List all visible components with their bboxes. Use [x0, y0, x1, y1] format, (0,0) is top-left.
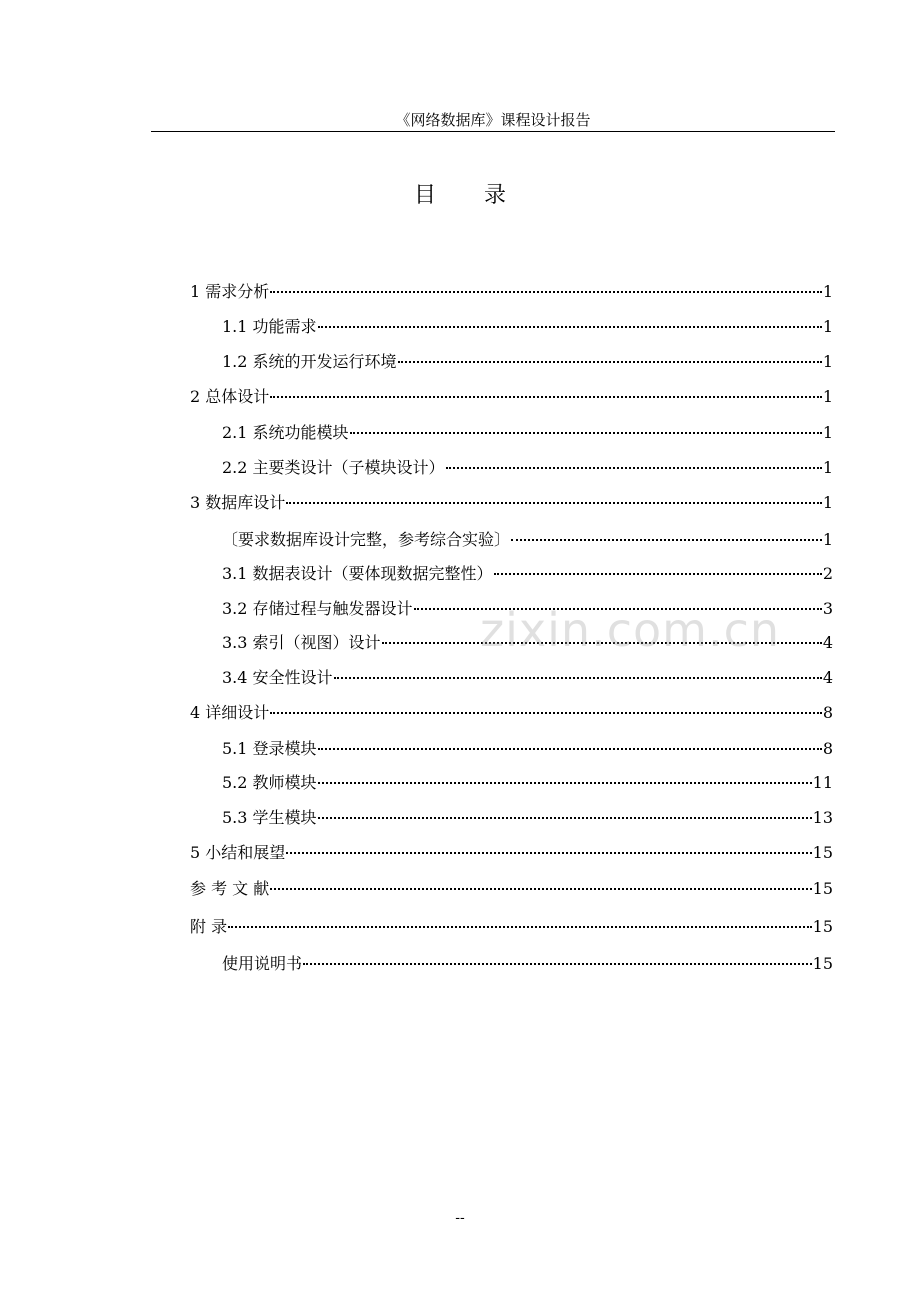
- toc-entry-label: 2.2 主要类设计（子模块设计）: [222, 458, 445, 477]
- toc-page-number: 8: [822, 703, 833, 722]
- toc-entry-3-2[interactable]: [222, 597, 833, 621]
- toc-page-number: 11: [812, 773, 833, 792]
- toc-leader: [318, 326, 822, 328]
- toc-page-number: 1: [822, 387, 833, 406]
- toc-page-number: 2: [822, 564, 833, 583]
- toc-leader: [494, 573, 822, 575]
- header-rule: [151, 131, 835, 132]
- toc-entry-1[interactable]: [190, 280, 833, 304]
- toc-entry-3-3[interactable]: [222, 631, 833, 655]
- toc-entry-3-4[interactable]: [222, 666, 833, 690]
- toc-page-number: 3: [822, 599, 833, 618]
- toc-page-number: 8: [822, 739, 833, 758]
- toc-leader: [270, 396, 822, 398]
- page-title: 目录: [413, 183, 554, 208]
- toc-page-number: 1: [822, 458, 833, 477]
- toc-leader: [286, 502, 822, 504]
- toc-entry-label: 1.1 功能需求: [222, 317, 317, 336]
- toc-entry-1-1[interactable]: [222, 315, 833, 339]
- toc-entry-2[interactable]: [190, 385, 833, 409]
- toc-entry-label: 5 小结和展望: [190, 843, 286, 862]
- toc-entry-label: 5.3 学生模块: [222, 808, 317, 827]
- toc-page-number: 4: [822, 633, 833, 652]
- toc-page-number: 4: [822, 668, 833, 687]
- toc-entry-label: 〔要求数据库设计完整，参考综合实验〕: [222, 530, 511, 549]
- toc-entry-3-1[interactable]: [222, 562, 833, 586]
- toc-entry-appendix[interactable]: [190, 915, 833, 939]
- toc-entry-label: 2 总体设计: [190, 387, 270, 406]
- toc-entry-label: 附 录: [190, 917, 228, 936]
- toc-leader: [270, 291, 822, 293]
- toc-page-number: 1: [822, 423, 833, 442]
- toc-page-number: 15: [812, 917, 833, 936]
- toc-leader: [334, 677, 822, 679]
- toc-page-number: 1: [822, 352, 833, 371]
- toc-leader: [511, 539, 822, 541]
- toc-leader: [350, 432, 822, 434]
- toc-leader: [228, 926, 812, 928]
- toc-entry-label: 5.2 教师模块: [222, 773, 317, 792]
- toc-entry-label: 3.1 数据表设计（要体现数据完整性）: [222, 564, 493, 583]
- toc-leader: [398, 361, 822, 363]
- toc-entry-label: 使用说明书: [222, 954, 303, 973]
- toc-entry-label: 3.4 安全性设计: [222, 668, 333, 687]
- toc-leader: [414, 608, 822, 610]
- running-header: 《网络数据库》课程设计报告: [395, 111, 591, 129]
- toc-leader: [318, 782, 812, 784]
- toc-entry-label: 4 详细设计: [190, 703, 270, 722]
- toc-entry-label: 2.1 系统功能模块: [222, 423, 349, 442]
- toc-entry-label: 1 需求分析: [190, 282, 270, 301]
- toc-entry-label: 3.3 索引（视图）设计: [222, 633, 381, 652]
- toc-page-number: 1: [822, 317, 833, 336]
- toc-leader: [303, 963, 812, 965]
- toc-entry-label: 参 考 文 献: [190, 879, 270, 898]
- toc-entry-label: 3.2 存储过程与触发器设计: [222, 599, 413, 618]
- toc-entry-4[interactable]: [190, 701, 833, 725]
- toc-entry-3[interactable]: [190, 491, 833, 515]
- toc-page-number: 1: [822, 530, 833, 549]
- toc-leader: [382, 642, 822, 644]
- toc-entry-user-manual[interactable]: [222, 952, 833, 976]
- toc-page-number: 1: [822, 493, 833, 512]
- toc-entry-5-2[interactable]: [222, 771, 833, 795]
- toc-entry-label: 3 数据库设计: [190, 493, 286, 512]
- toc-leader: [270, 888, 811, 890]
- toc-page-number: 1: [822, 282, 833, 301]
- toc-leader: [446, 467, 822, 469]
- toc-page-number: 13: [812, 808, 833, 827]
- toc-page-number: 15: [812, 879, 833, 898]
- toc-entry-label: 1.2 系统的开发运行环境: [222, 352, 397, 371]
- toc-entry-1-2[interactable]: [222, 350, 833, 374]
- page-footer: --: [455, 1210, 465, 1226]
- watermark: zixin.com.cn: [480, 603, 781, 657]
- toc-entry-5-1[interactable]: [222, 737, 833, 761]
- toc-entry-references[interactable]: [190, 877, 833, 901]
- toc-leader: [286, 852, 811, 854]
- toc-entry-label: 5.1 登录模块: [222, 739, 317, 758]
- toc-leader: [270, 712, 822, 714]
- toc-page-number: 15: [812, 954, 833, 973]
- toc-entry-5[interactable]: [190, 841, 833, 865]
- toc-entry-2-1[interactable]: [222, 421, 833, 445]
- toc-leader: [318, 817, 812, 819]
- toc-entry-5-3[interactable]: [222, 806, 833, 830]
- toc-page-number: 15: [812, 843, 833, 862]
- toc-entry-2-2[interactable]: [222, 456, 833, 480]
- toc-entry-3-note[interactable]: [222, 528, 833, 552]
- toc-leader: [318, 748, 822, 750]
